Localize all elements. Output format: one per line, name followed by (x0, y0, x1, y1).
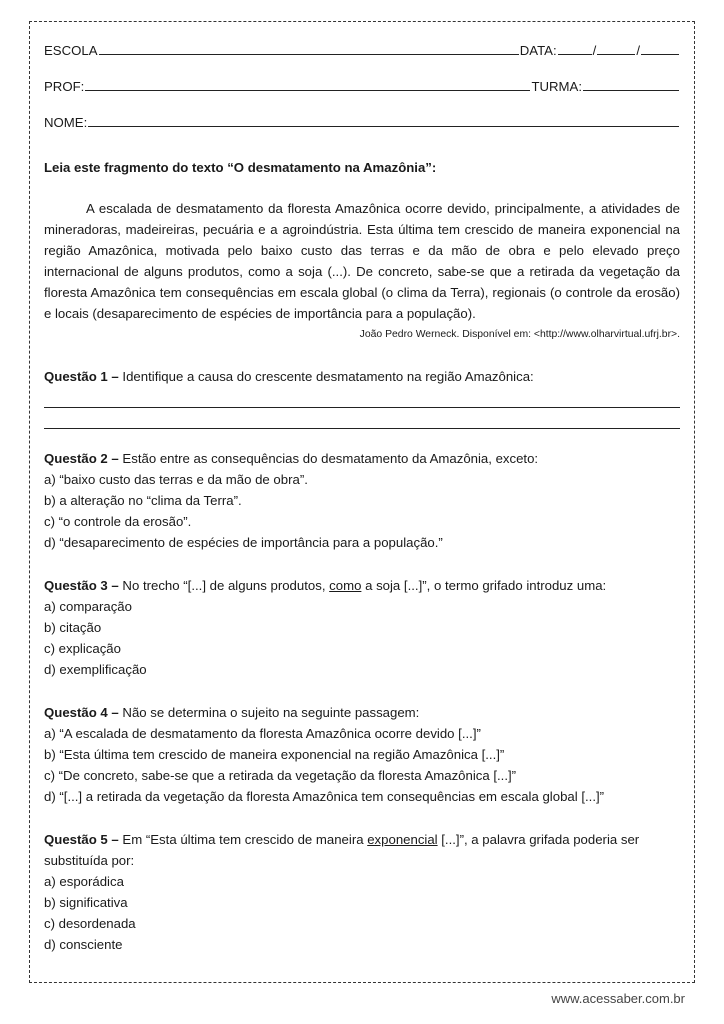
answer-line[interactable] (44, 387, 680, 408)
teacher-line (44, 72, 680, 94)
option-a[interactable]: a) esporádica (44, 874, 124, 889)
option-c[interactable]: c) explicação (44, 641, 121, 656)
option-d[interactable]: d) “[...] a retirada da vegetação da floresta Amazônica tem consequências em escala global [...]” (44, 789, 605, 804)
option-c[interactable]: c) desordenada (44, 916, 136, 931)
option-d[interactable]: d) exemplificação (44, 662, 147, 677)
option-d[interactable]: d) “desaparecimento de espécies de importância para a população.” (44, 535, 443, 550)
option-a[interactable]: a) “baixo custo das terras e da mão de obra”. (44, 472, 308, 487)
reading-instruction: Leia este fragmento do texto “O desmatamento na Amazônia”: (44, 160, 437, 175)
option-d[interactable]: d) consciente (44, 937, 123, 952)
teacher-label: PROF: (44, 79, 85, 94)
question-label: Questão 4 – (44, 705, 119, 720)
school-label: ESCOLA (44, 43, 98, 58)
question-label: Questão 2 – (44, 451, 119, 466)
school-field[interactable] (99, 54, 519, 55)
underlined-term: como (329, 578, 362, 593)
date-slash: / (636, 43, 640, 58)
class-field[interactable] (583, 90, 679, 91)
option-b[interactable]: b) citação (44, 620, 102, 635)
answer-line[interactable] (44, 408, 680, 429)
question-label: Questão 5 – (44, 832, 119, 847)
underlined-term: exponencial (367, 832, 438, 847)
question-text: Em “Esta última tem crescido de maneira (118, 832, 368, 847)
option-a[interactable]: a) “A escalada de desmatamento da floresta Amazônica ocorre devido [...]” (44, 726, 481, 741)
option-c[interactable]: c) “De concreto, sabe-se que a retirada da vegetação da floresta Amazônica [...]” (44, 768, 517, 783)
date-year-field[interactable] (641, 54, 679, 55)
date-slash: / (592, 43, 597, 58)
option-b[interactable]: b) a alteração no “clima da Terra”. (44, 493, 242, 508)
question-text: Identifique a causa do crescente desmatamento na região Amazônica: (118, 369, 534, 384)
date-day-field[interactable] (558, 54, 592, 55)
option-b[interactable]: b) significativa (44, 895, 128, 910)
question-text: Estão entre as consequências do desmatamento da Amazônia, exceto: (118, 451, 539, 466)
teacher-field[interactable] (85, 90, 530, 91)
class-label: TURMA: (531, 79, 582, 94)
question-5 (44, 829, 680, 955)
question-text: [...]”, a palavra grifada poderia ser substituída por: (44, 832, 640, 868)
text-fragment: A escalada de desmatamento da floresta Amazônica ocorre devido, principalmente, a atividades de mineradoras, madeireiras, pecuária e a agroindústria. Esta última tem crescido de maneira exponencial na região Amazônica, motivada pelo baixo custo das terras e da mão de obra e pelo elevado preço internacional de alguns produtos, como a soja (...). De concreto, sabe-se que a retirada da vegetação da floresta Amazônica tem consequências em escala global (o clima da Terra), regionais (o controle da erosão) e locais (desaparecimento de espécies de importância para a população). (44, 201, 680, 321)
school-line (44, 36, 680, 58)
name-line (44, 108, 680, 130)
name-label: NOME: (44, 115, 88, 130)
question-text: No trecho “[...] de alguns produtos, (118, 578, 330, 593)
question-label: Questão 1 – (44, 369, 119, 384)
question-text: Não se determina o sujeito na seguinte passagem: (118, 705, 420, 720)
option-b[interactable]: b) “Esta última tem crescido de maneira exponencial na região Amazônica [...]” (44, 747, 505, 762)
question-4 (44, 702, 680, 807)
question-3 (44, 575, 680, 680)
footer-url: www.acessaber.com.br (551, 991, 685, 1006)
source-citation: João Pedro Werneck. Disponível em: <http://www.olharvirtual.ufrj.br>. (359, 329, 680, 340)
question-label: Questão 3 – (44, 578, 119, 593)
date-label: DATA: (519, 43, 557, 58)
option-c[interactable]: c) “o controle da erosão”. (44, 514, 192, 529)
name-field[interactable] (88, 126, 679, 127)
option-a[interactable]: a) comparação (44, 599, 132, 614)
worksheet (44, 36, 680, 955)
question-text: a soja [...]”, o termo grifado introduz uma: (361, 578, 607, 593)
question-1 (44, 366, 680, 429)
date-month-field[interactable] (597, 54, 635, 55)
question-2 (44, 448, 680, 553)
